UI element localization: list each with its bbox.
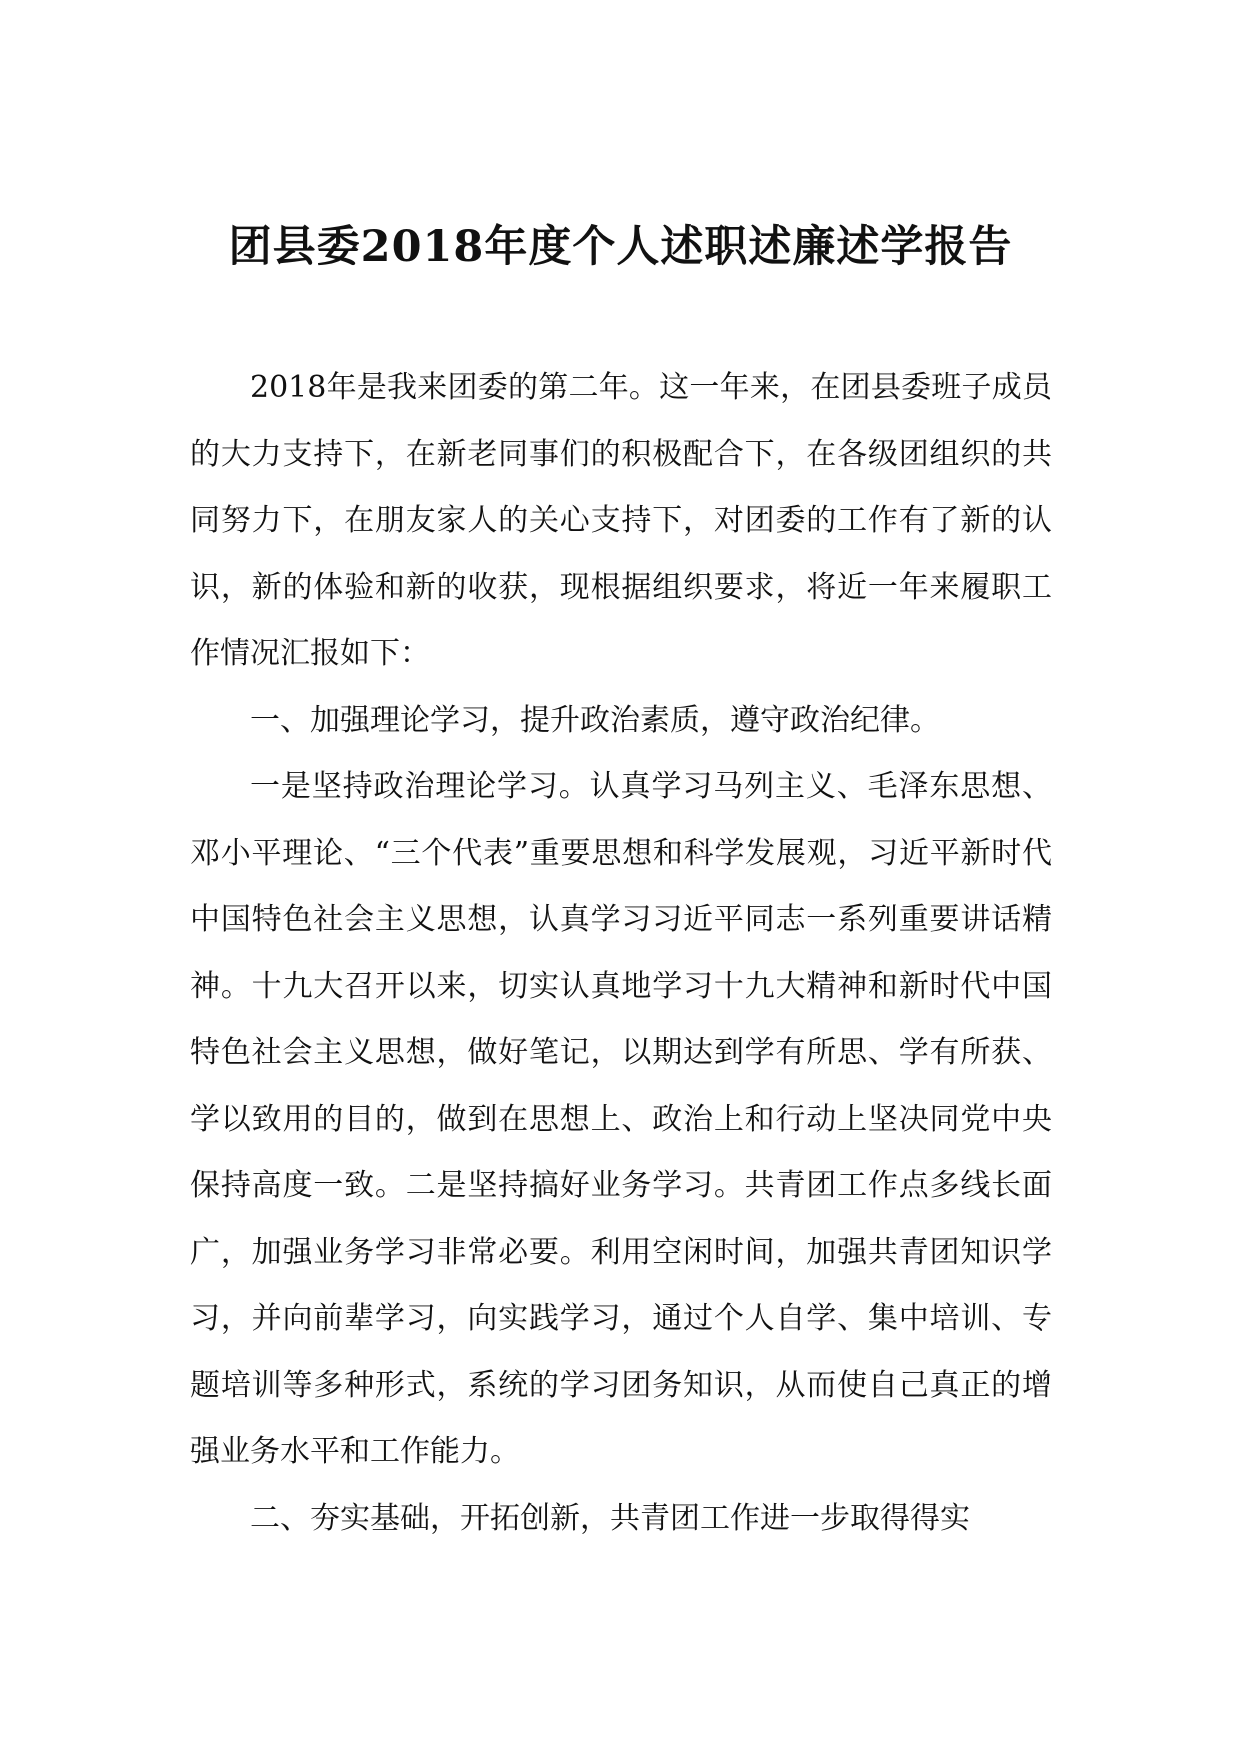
document-body: [190, 355, 1052, 1552]
paragraph-theory-study: 一是坚持政治理论学习。认真学习马列主义、毛泽东思想、邓小平理论、“三个代表”重要思想和科学发展观，习近平新时代中国特色社会主义思想，认真学习习近平同志一系列重要讲话精神。十九大召开以来，切实认真地学习十九大精神和新时代中国特色社会主义思想，做好笔记，以期达到学有所思、学有所获、学以致用的目的，做到在思想上、政治上和行动上坚决同党中央保持高度一致。二是坚持搞好业务学习。共青团工作点多线长面广，加强业务学习非常必要。利用空闲时间，加强共青团知识学习，并向前辈学习，向实践学习，通过个人自学、集中培训、专题培训等多种形式，系统的学习团务知识，从而使自己真正的增强业务水平和工作能力。: [190, 769, 1052, 1469]
document-title: 团县委2018年度个人述职述廉述学报告: [228, 222, 1013, 272]
section-heading-one: 一、加强理论学习，提升政治素质，遵守政治纪律。: [250, 702, 940, 738]
paragraph-intro: 2018年是我来团委的第二年。这一年来，在团县委班子成员的大力支持下，在新老同事们的积极配合下，在各级团组织的共同努力下，在朋友家人的关心支持下，对团委的工作有了新的认识，新的体验和新的收获，现根据组织要求，将近一年来履职工作情况汇报如下：: [190, 370, 1052, 671]
section-heading-two: 二、夯实基础，开拓创新，共青团工作进一步取得得实: [250, 1500, 970, 1536]
